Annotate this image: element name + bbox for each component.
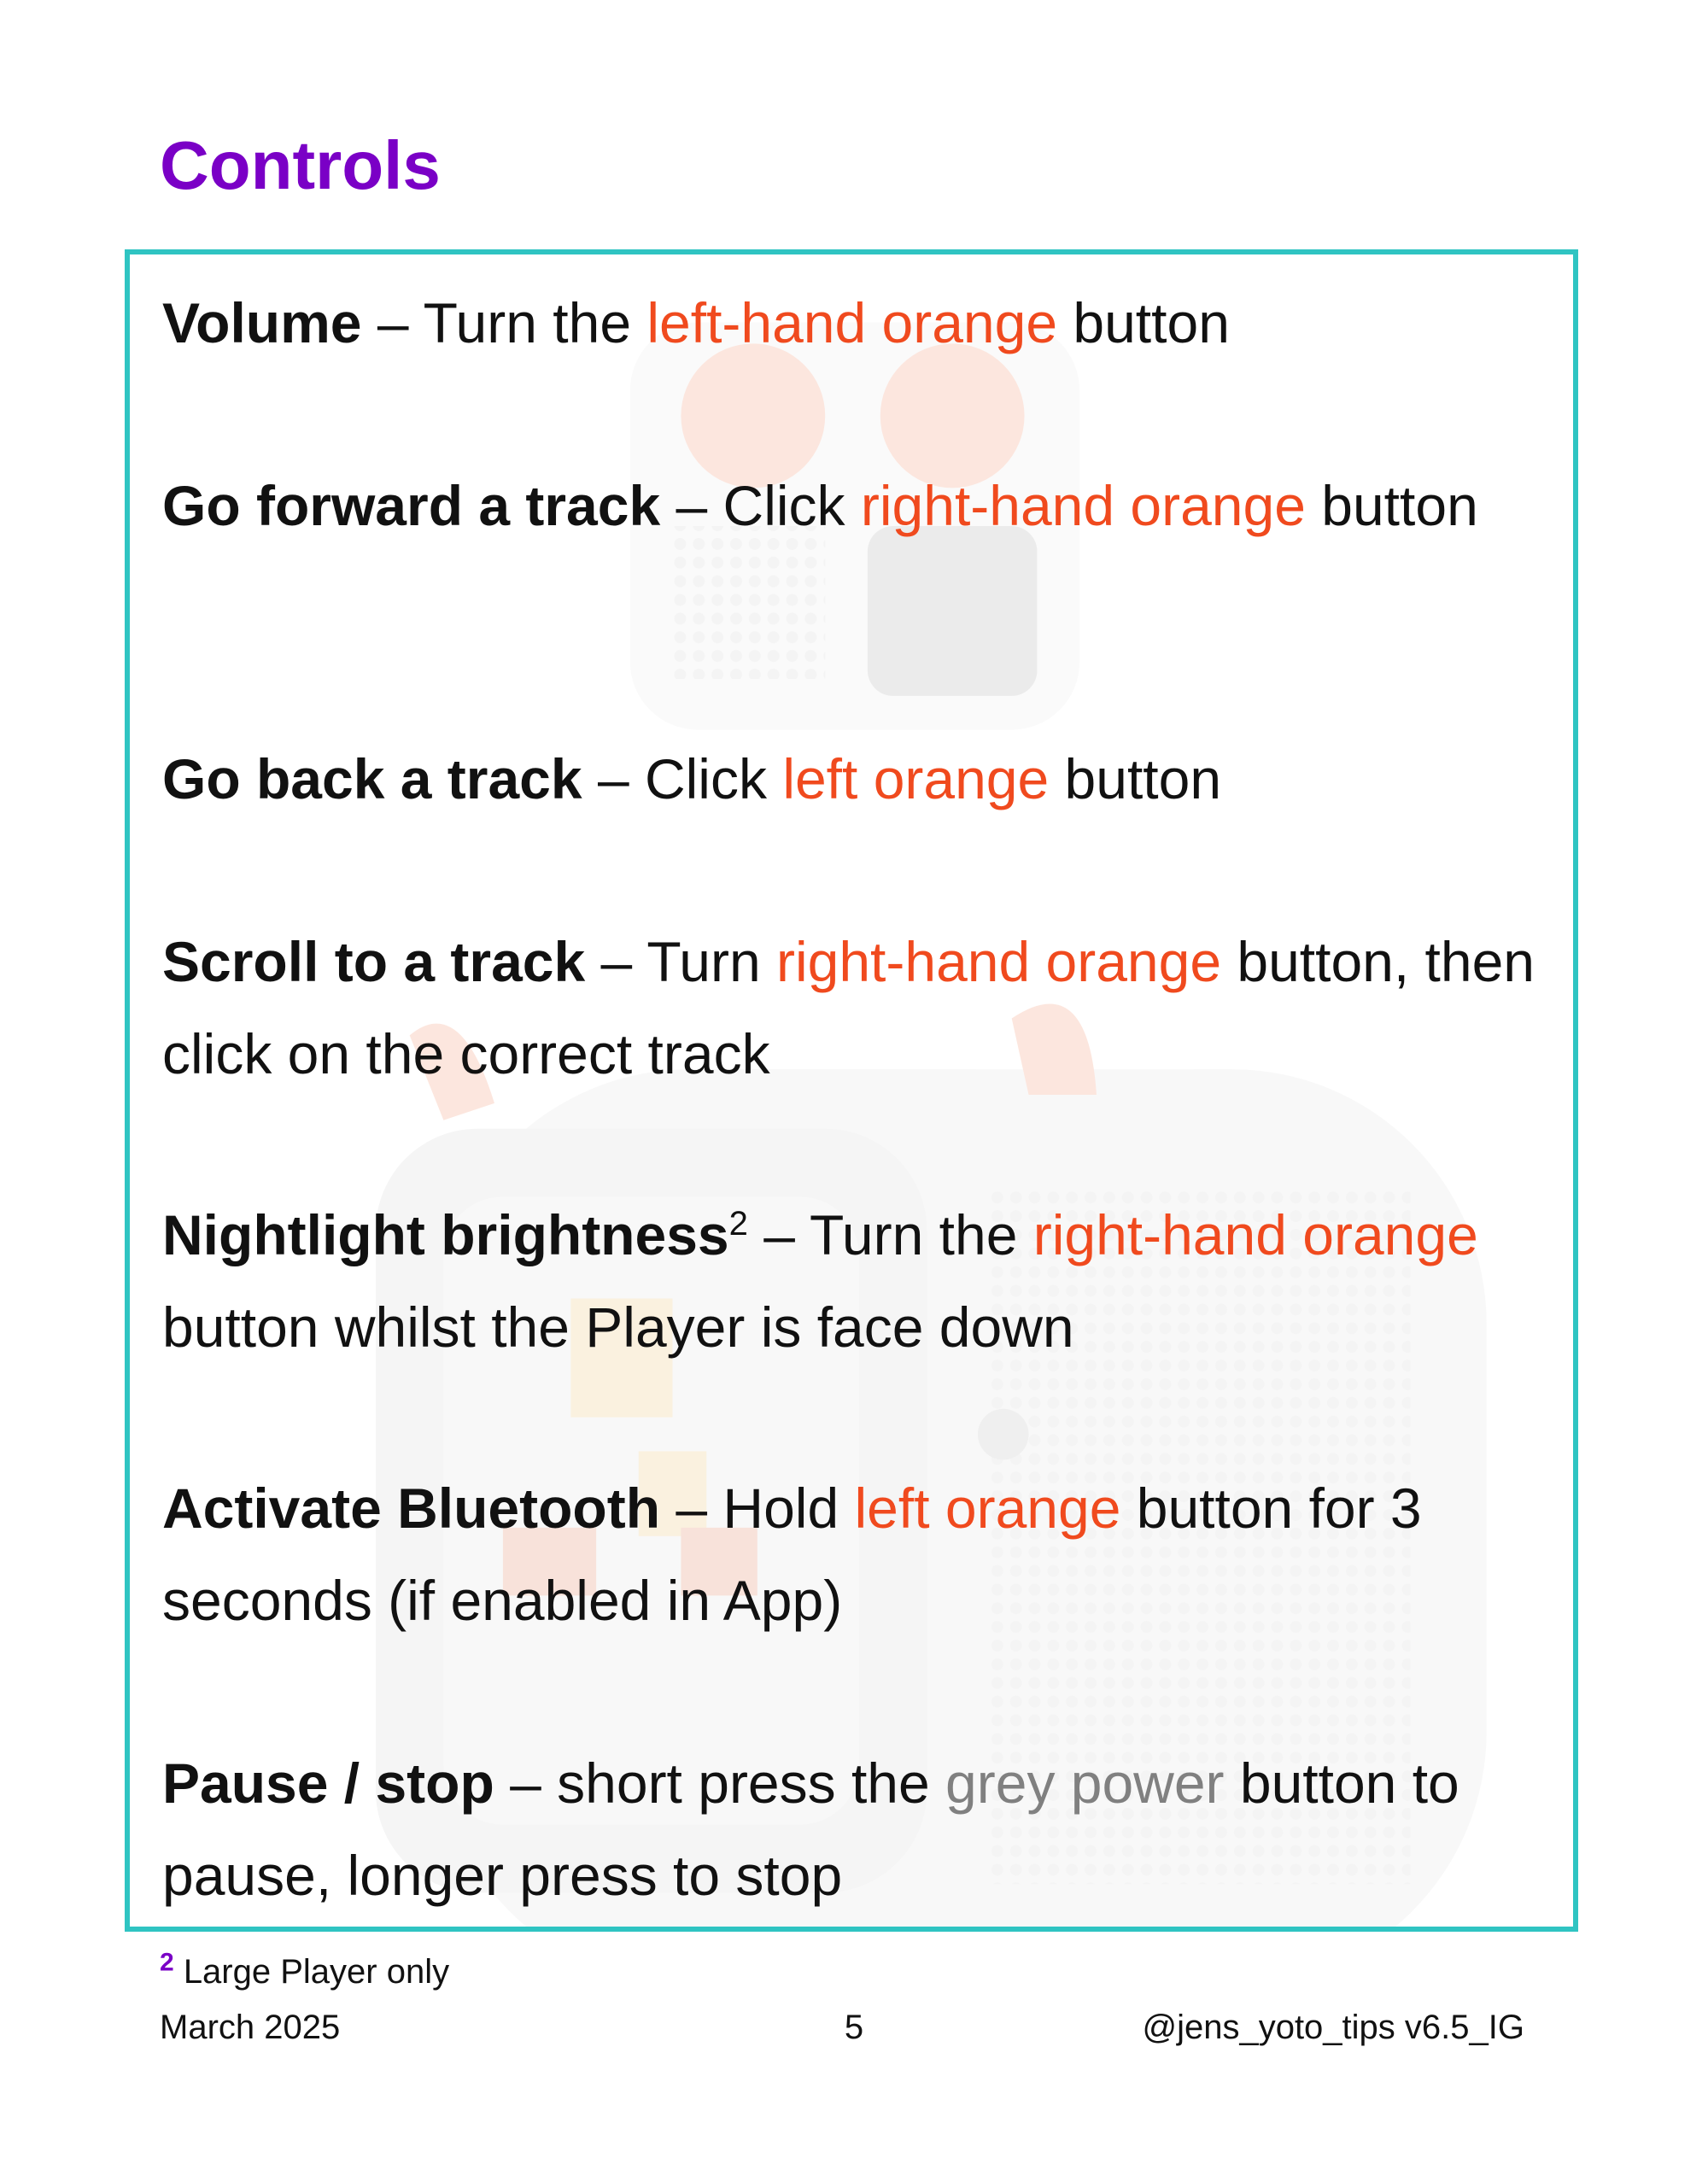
control-label: Nightlight brightness <box>162 1203 729 1266</box>
grey-text: grey power <box>945 1752 1225 1815</box>
control-text: – Hold <box>676 1477 855 1540</box>
orange-text: left-hand orange <box>646 291 1058 354</box>
footer-date: March 2025 <box>160 2009 341 2046</box>
control-text: – Click <box>597 747 783 810</box>
control-text: button <box>1057 291 1230 354</box>
control-text: button for 3 seconds (if enabled in App) <box>162 1477 1422 1632</box>
control-go-back <box>162 733 1563 825</box>
control-go-forward <box>162 459 1563 552</box>
control-nightlight <box>162 1189 1563 1373</box>
control-pause-stop <box>162 1737 1563 1921</box>
orange-text: right-hand orange <box>776 930 1222 993</box>
page-number: 5 <box>844 2009 864 2046</box>
control-text: – Turn <box>600 930 776 993</box>
footnote-text: Large Player only <box>183 1953 450 1991</box>
footer-credit: @jens_yoto_tips v6.5_IG <box>1142 2009 1524 2046</box>
control-text: button, then click on the correct track <box>162 930 1535 1085</box>
controls-box <box>125 249 1578 1932</box>
control-label: Go forward a track <box>162 474 661 537</box>
control-scroll <box>162 915 1563 1100</box>
footnote-reference: 2 <box>728 1205 748 1243</box>
orange-text: left orange <box>782 747 1050 810</box>
control-text: – short press the <box>510 1752 946 1815</box>
footnote-mark: 2 <box>160 1948 174 1977</box>
footnote <box>160 1948 450 1992</box>
control-text: button <box>1049 747 1222 810</box>
control-text: – Click <box>676 474 861 537</box>
control-text: – Turn the <box>377 291 647 354</box>
control-label: Pause / stop <box>162 1752 494 1815</box>
control-label: Activate Bluetooth <box>162 1477 661 1540</box>
orange-text: right-hand orange <box>1032 1203 1478 1266</box>
control-text: button to pause, longer press to stop <box>162 1752 1459 1907</box>
control-label: Go back a track <box>162 747 582 810</box>
control-label: Scroll to a track <box>162 930 586 993</box>
orange-text: left orange <box>854 1477 1121 1540</box>
orange-text: right-hand orange <box>860 474 1306 537</box>
control-text: button whilst the Player is face down <box>162 1295 1074 1359</box>
control-bluetooth <box>162 1462 1563 1646</box>
control-text: button <box>1305 474 1478 537</box>
control-text: – Turn the <box>763 1203 1033 1266</box>
control-label: Volume <box>162 291 362 354</box>
page-title: Controls <box>160 127 441 203</box>
control-volume <box>162 277 1563 369</box>
